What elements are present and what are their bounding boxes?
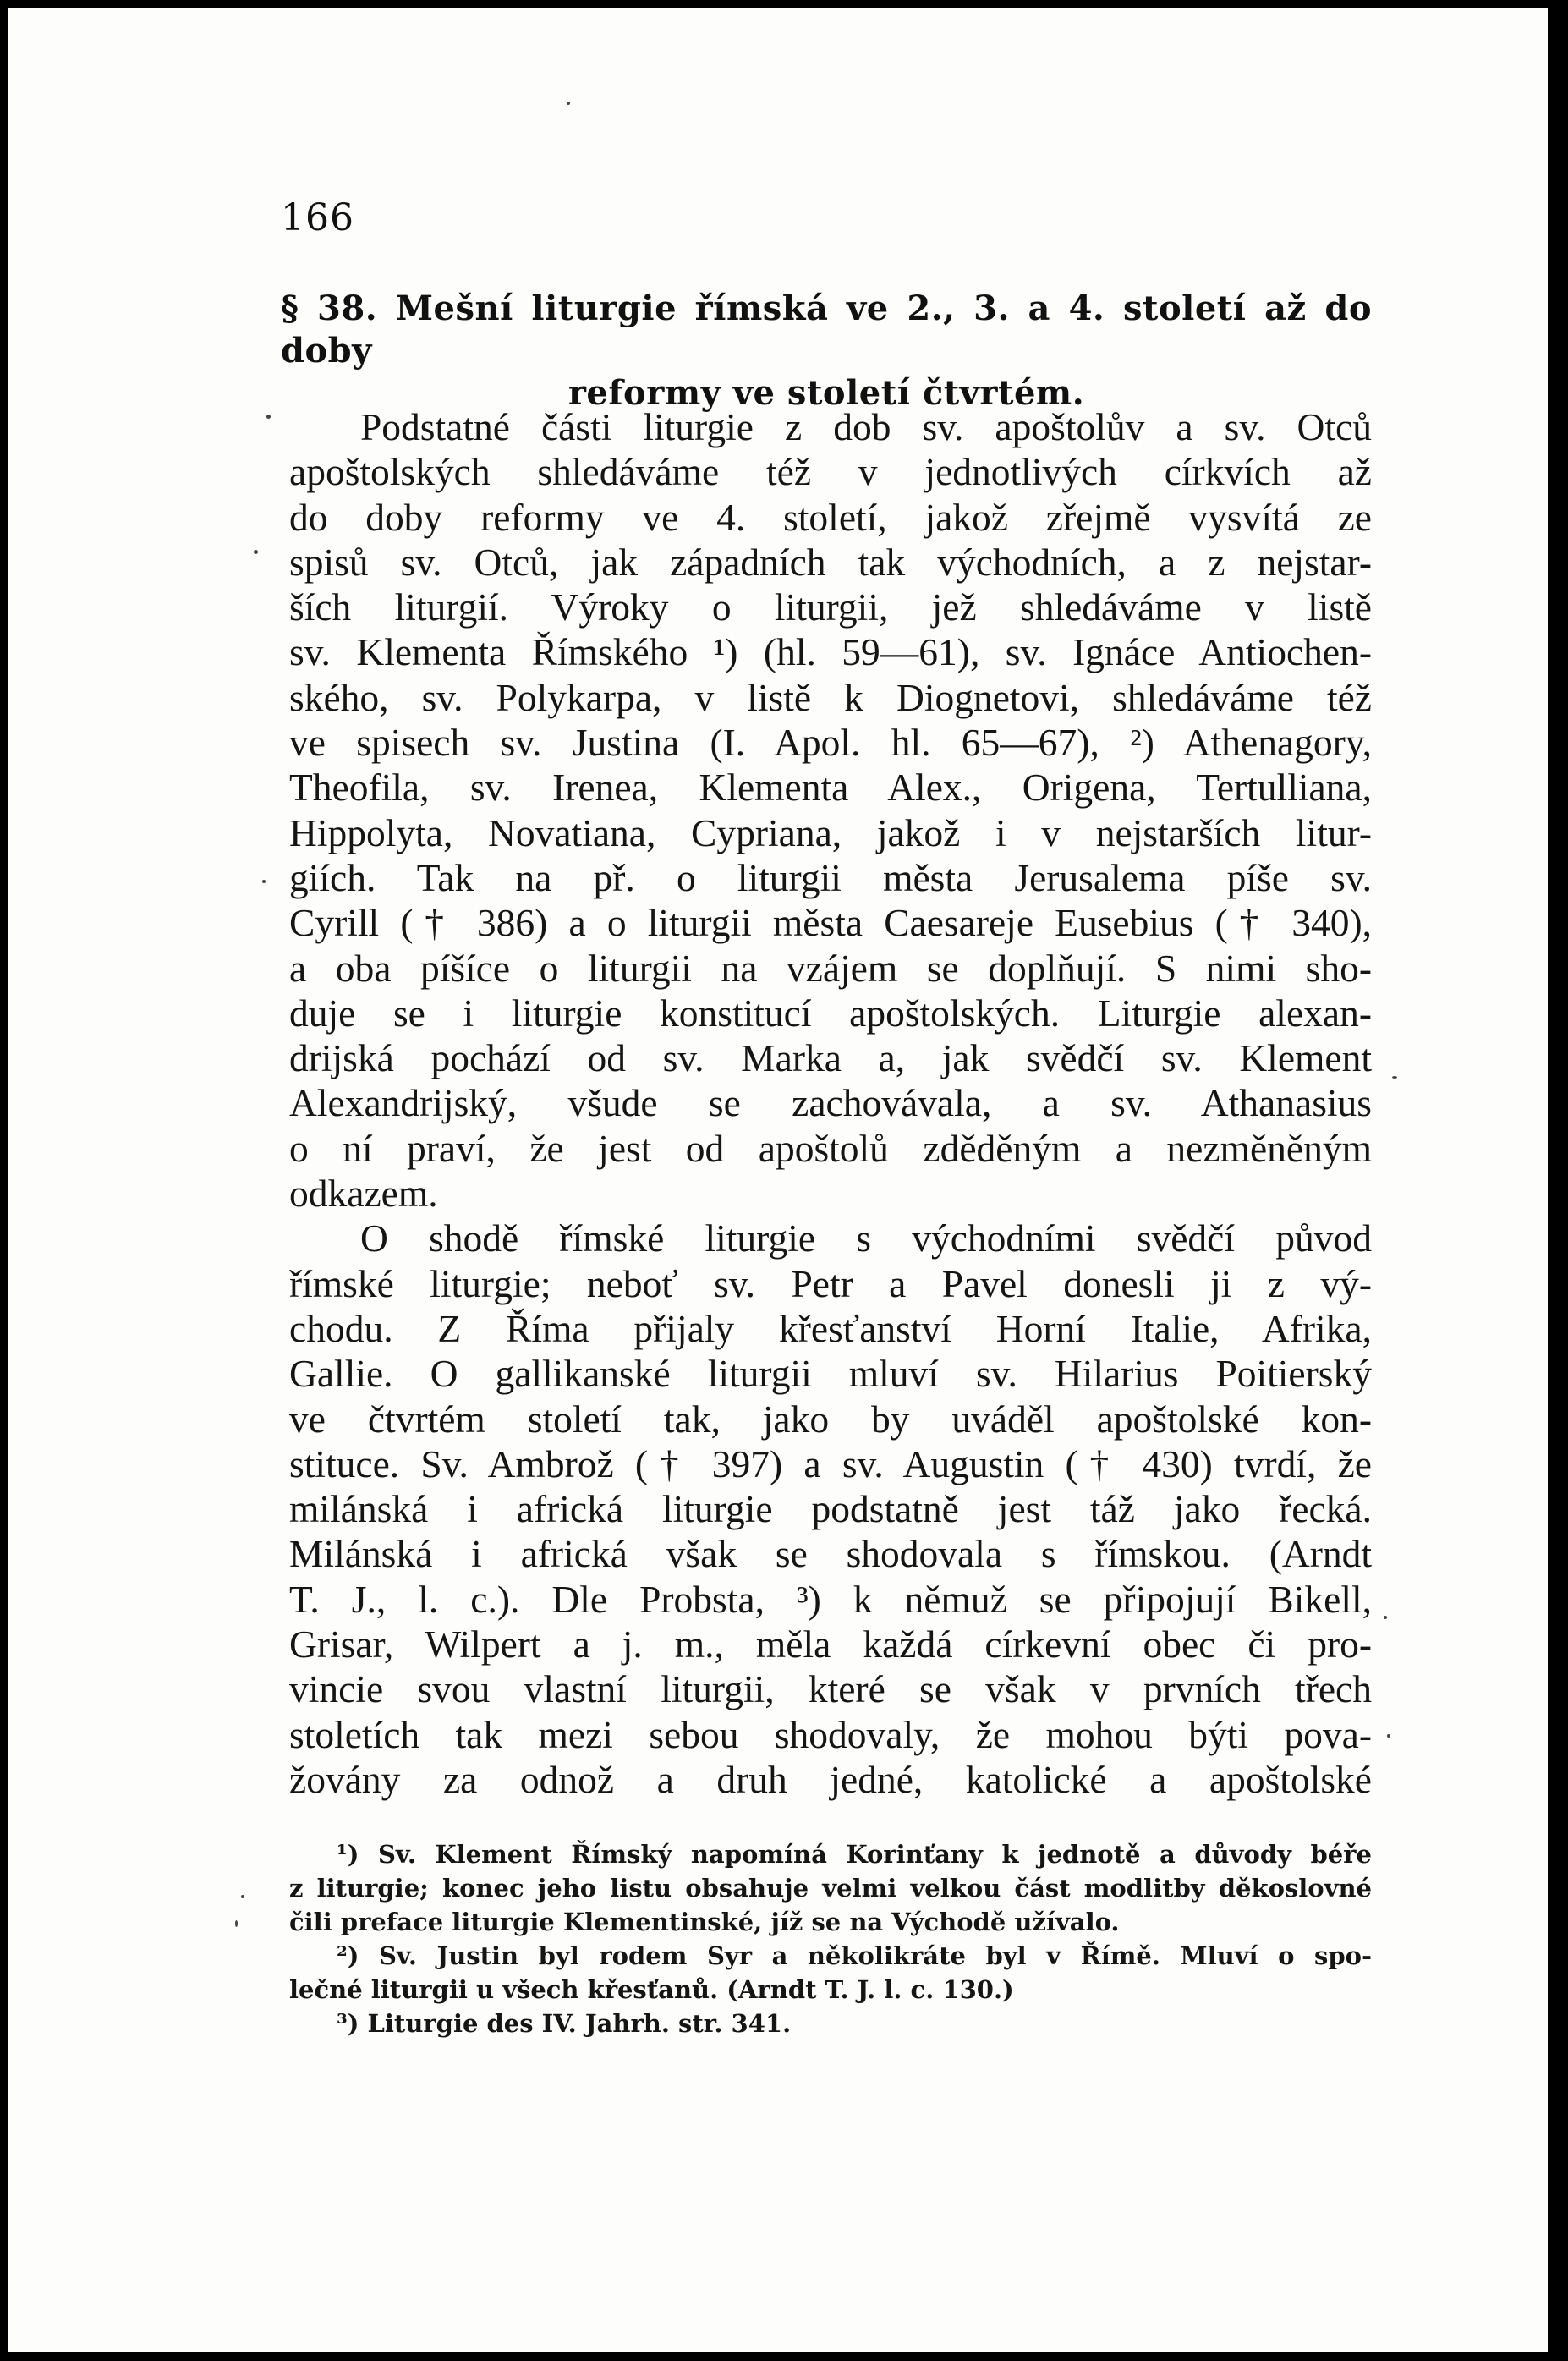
text-line: Grisar, Wilpert a j. m., měla každá církevní obec či pro- — [289, 1623, 1372, 1666]
body-text — [289, 404, 1372, 1802]
scan-speck — [1384, 1616, 1387, 1619]
footnote-line: ¹) Sv. Klement Římský napomíná Korinťany k jednotě a důvody béře — [337, 1840, 1372, 1869]
heading-line-1: § 38. Mešní liturgie římská ve 2., 3. a 4. století až do doby — [281, 288, 1372, 371]
text-line: o ní praví, že jest od apoštolů zděděným a nezměněným — [289, 1126, 1372, 1170]
footnote-line: z liturgie; konec jeho listu obsahuje velmi velkou část modlitby děkoslovné — [289, 1874, 1372, 1903]
text-line: milánská i africká liturgie podstatně jest táž jako řecká. — [289, 1487, 1372, 1531]
text-line: do doby reformy ve 4. století, jakož zřejmě vysvítá ze — [289, 495, 1372, 539]
scan-speck — [235, 1920, 238, 1927]
scan-speck — [1387, 1734, 1390, 1738]
scan-speck — [254, 550, 258, 554]
text-line: stoletích tak mezi sebou shodovaly, že mohou býti pova- — [289, 1712, 1372, 1756]
scan-speck — [567, 102, 570, 105]
text-line: vincie svou vlastní liturgii, které se však v prvních třech — [289, 1667, 1372, 1711]
text-line: Cyrill († 386) a o liturgii města Caesareje Eusebius († 340), — [289, 901, 1372, 945]
text-line: ších liturgií. Výroky o liturgii, jež shledáváme v listě — [289, 585, 1372, 629]
footnotes — [289, 1837, 1372, 2040]
text-line: sv. Klementa Římského ¹) (hl. 59—61), sv. Ignáce Antiochen- — [289, 630, 1372, 674]
page-number: 166 — [281, 196, 354, 239]
scanned-page — [8, 8, 1548, 2352]
text-line: Theofila, sv. Irenea, Klementa Alex., Origena, Tertulliana, — [289, 766, 1372, 810]
heading-line-2: reformy ve století čtvrtém. — [567, 373, 1085, 413]
text-line: Alexandrijský, všude se zachovávala, a sv. Athanasius — [289, 1081, 1372, 1125]
text-line: Milánská i africká však se shodovala s římskou. (Arndt — [289, 1532, 1372, 1576]
text-line: odkazem. — [289, 1172, 438, 1216]
text-line: giích. Tak na př. o liturgii města Jerusalema píše sv. — [289, 855, 1372, 899]
text-line: stituce. Sv. Ambrož († 397) a sv. Augustin († 430) tvrdí, že — [289, 1441, 1372, 1485]
scan-speck — [262, 880, 266, 883]
scan-border — [1548, 0, 1568, 2361]
scan-speck — [266, 415, 271, 419]
text-line: Gallie. O gallikanské liturgii mluví sv. Hilarius Poitierský — [289, 1352, 1372, 1396]
footnote-line: ³) Liturgie des IV. Jahrh. str. 341. — [337, 2009, 792, 2038]
text-line: O shodě římské liturgie s východními svědčí původ — [360, 1216, 1372, 1260]
text-line: Podstatné části liturgie z dob sv. apoštolův a sv. Otců — [360, 405, 1372, 448]
text-line: drijská pochází od sv. Marka a, jak svědčí sv. Klement — [289, 1036, 1372, 1080]
text-line: římské liturgie; neboť sv. Petr a Pavel donesli ji z vý- — [289, 1261, 1372, 1305]
text-line: Hippolyta, Novatiana, Cypriana, jakož i v nejstarších litur- — [289, 810, 1372, 854]
text-line: žovány za odnož a druh jedné, katolické a apoštolské — [289, 1757, 1372, 1801]
scan-speck — [241, 1895, 244, 1898]
section-heading — [281, 288, 1372, 415]
text-line: T. J., l. c.). Dle Probsta, ³) k němuž se připojují Bikell, — [289, 1577, 1372, 1621]
footnote-line: lečné liturgii u všech křesťanů. (Arndt T. J. l. c. 130.) — [289, 1975, 1014, 2004]
footnote-line: čili preface liturgie Klementinské, jíž se na Východě užívalo. — [289, 1908, 1120, 1936]
text-line: apoštolských shledáváme též v jednotlivých církvích až — [289, 450, 1372, 494]
text-line: a oba píšíce o liturgii na vzájem se doplňují. S nimi sho- — [289, 946, 1372, 990]
scan-speck — [1392, 1076, 1397, 1079]
text-line: duje se i liturgie konstitucí apoštolských. Liturgie alexan- — [289, 991, 1372, 1035]
text-line: chodu. Z Říma přijaly křesťanství Horní Italie, Afrika, — [289, 1306, 1372, 1350]
text-line: ve spisech sv. Justina (I. Apol. hl. 65—67), ²) Athenagory, — [289, 721, 1372, 765]
footnote-line: ²) Sv. Justin byl rodem Syr a několikráte byl v Římě. Mluví o spo- — [337, 1941, 1372, 1970]
text-line: spisů sv. Otců, jak západních tak východních, a z nejstar- — [289, 540, 1372, 584]
text-line: ského, sv. Polykarpa, v listě k Diognetovi, shledáváme též — [289, 675, 1372, 719]
text-line: ve čtvrtém století tak, jako by uváděl apoštolské kon- — [289, 1397, 1372, 1441]
